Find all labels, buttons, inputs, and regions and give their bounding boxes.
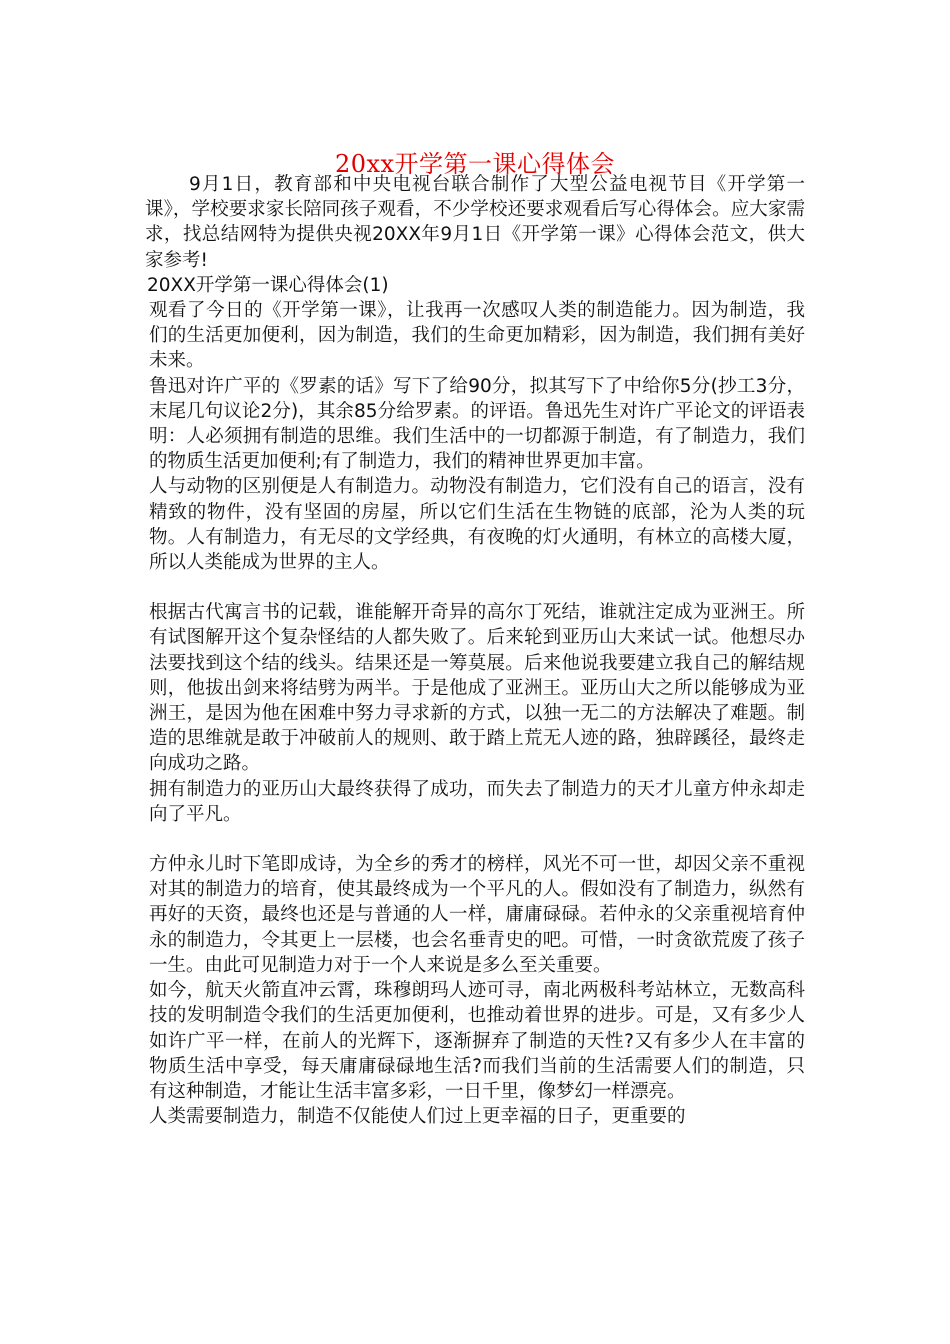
body-paragraph: 人与动物的区别便是人有制造力。动物没有制造力，它们没有自己的语言，没有精致的物件，没有坚固的房屋，所以它们生活在生物链的底部，沦为人类的玩物。人有制造力，有无尽的文学经典，有夜晚的灯火通明，有林立的高楼大厦，所以人类能成为世界的主人。 (149, 476, 805, 574)
body-paragraph: 人类需要制造力，制造不仅能使人们过上更幸福的日子，更重要的 (149, 1106, 686, 1128)
body-paragraph: 鲁迅对许广平的《罗素的话》写下了给90分，拟其写下了中给你5分(抄工3分，末尾几句议论2分)，其余85分给罗素。的评语。鲁迅先生对许广平论文的评语表明：人必须拥有制造的思维。我们生活中的一切都源于制造，有了制造力，我们的物质生活更加便利;有了制造力，我们的精神世界更加丰富。 (149, 375, 805, 473)
body-paragraph: 如今，航天火箭直冲云霄，珠穆朗玛人迹可寻，南北两极科考站林立，无数高科技的发明制造令我们的生活更加便利，也推动着世界的进步。可是，又有多少人如许广平一样，在前人的光辉下，逐渐摒弃了制造的天性?又有多少人在丰富的物质生活中享受，每天庸庸碌碌地生活?而我们当前的生活需要人们的制造，只有这种制造，才能让生活丰富多彩，一日千里，像梦幻一样漂亮。 (149, 980, 805, 1102)
intro-paragraph: 9月1日，教育部和中央电视台联合制作了大型公益电视节目《开学第一课》，学校要求家长陪同孩子观看，不少学校还要求观看后写心得体会。应大家需求，找总结网特为提供央视20XX年9月1日《开学第一课》心得体会范文，供大家参考! (145, 174, 805, 271)
body-paragraph: 方仲永儿时下笔即成诗，为全乡的秀才的榜样，风光不可一世，却因父亲不重视对其的制造力的培育，使其最终成为一个平凡的人。假如没有了制造力，纵然有再好的天资，最终也还是与普通的人一样，庸庸碌碌。若仲永的父亲重视培育仲永的制造力，令其更上一层楼，也会名垂青史的吧。可惜，一时贪欲荒废了孩子一生。由此可见制造力对于一个人来说是多么至关重要。 (149, 854, 805, 976)
section-subheading: 20XX开学第一课心得体会(1) (147, 274, 389, 296)
document-title: 20xx开学第一课心得体会 (334, 150, 616, 179)
body-paragraph: 拥有制造力的亚历山大最终获得了成功，而失去了制造力的天才儿童方仲永却走向了平凡。 (149, 778, 805, 825)
body-paragraph: 根据古代寓言书的记载，谁能解开奇异的高尔丁死结，谁就注定成为亚洲王。所有试图解开这个复杂怪结的人都失败了。后来轮到亚历山大来试一试。他想尽办法要找到这个结的线头。结果还是一筹莫展。后来他说我要建立我自己的解结规则，他拔出剑来将结劈为两半。于是他成了亚洲王。亚历山大之所以能够成为亚洲王，是因为他在困难中努力寻求新的方式，以独一无二的方法解决了难题。制造的思维就是敢于冲破前人的规则、敢于踏上荒无人迹的路，独辟蹊径，最终走向成功之路。 (149, 602, 805, 775)
document-body (145, 172, 805, 1129)
body-paragraph: 观看了今日的《开学第一课》，让我再一次感叹人类的制造能力。因为制造，我们的生活更加便利，因为制造，我们的生命更加精彩，因为制造，我们拥有美好未来。 (149, 300, 805, 372)
